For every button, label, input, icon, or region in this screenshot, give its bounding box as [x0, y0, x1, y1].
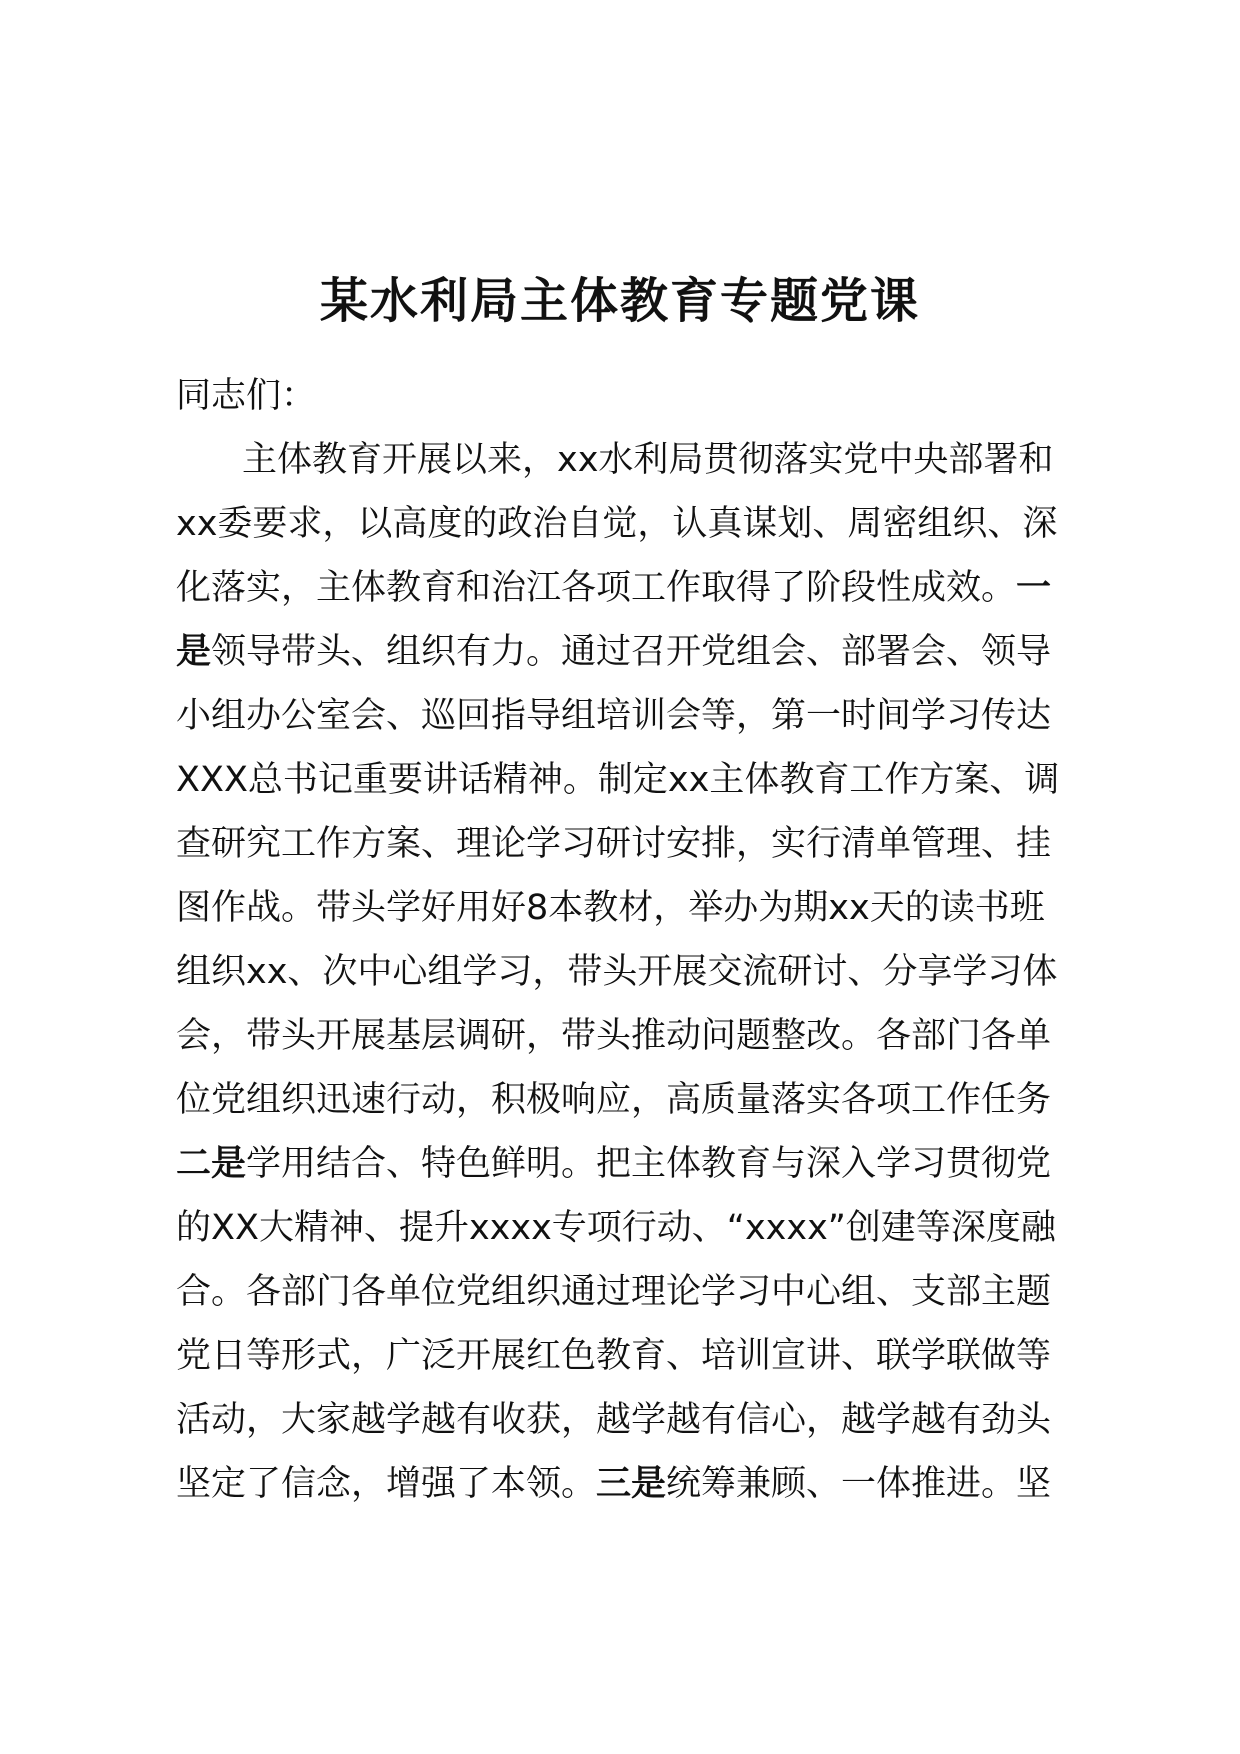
- bold-text-segment: 一: [1016, 568, 1052, 608]
- paragraph-line: [176, 1260, 1106, 1324]
- text-segment: xx委要求，以高度的政治自觉，认真谋划、周密组织、深: [176, 504, 1058, 544]
- paragraph-line: [176, 1388, 1106, 1452]
- text-segment: 领导带头、组织有力。通过召开党组会、部署会、领导: [211, 632, 1052, 672]
- paragraph-line: [176, 748, 1106, 812]
- text-segment: 合。各部门各单位党组织通过理论学习中心组、支部主题: [176, 1272, 1052, 1312]
- paragraph-line: [176, 620, 1106, 684]
- text-segment: 查研究工作方案、理论学习研讨安排，实行清单管理、挂: [176, 824, 1052, 864]
- text-segment: 活动，大家越学越有收获，越学越有信心，越学越有劲头: [176, 1400, 1052, 1440]
- paragraph-line: [176, 428, 1106, 492]
- paragraph-line: [176, 1068, 1106, 1132]
- text-segment: 学用结合、特色鲜明。把主体教育与深入学习贯彻党: [246, 1144, 1052, 1184]
- paragraph-line: [176, 684, 1106, 748]
- paragraph-line: [176, 1132, 1106, 1196]
- text-segment: 坚定了信念，增强了本领。: [176, 1464, 597, 1504]
- text-segment: 组织xx、次中心组学习，带头开展交流研讨、分享学习体: [176, 952, 1058, 992]
- text-segment: 化落实，主体教育和治江各项工作取得了阶段性成效。: [176, 568, 1017, 608]
- paragraph-line: [176, 492, 1106, 556]
- paragraph-line: [176, 1196, 1106, 1260]
- paragraph-line: [176, 940, 1106, 1004]
- text-segment: 图作战。带头学好用好8本教材，举办为期xx天的读书班: [176, 888, 1045, 928]
- bold-text-segment: 三是: [596, 1464, 667, 1504]
- bold-text-segment: 二是: [176, 1144, 247, 1184]
- text-segment: 的XX大精神、提升xxxx专项行动、“xxxx”创建等深度融: [176, 1208, 1056, 1248]
- bold-text-segment: 是: [176, 632, 212, 672]
- text-segment: 会，带头开展基层调研，带头推动问题整改。各部门各单: [176, 1016, 1052, 1056]
- paragraph-line: [176, 556, 1106, 620]
- text-segment: 党日等形式，广泛开展红色教育、培训宣讲、联学联做等: [176, 1336, 1052, 1376]
- text-segment: 位党组织迅速行动，积极响应，高质量落实各项工作任务: [176, 1080, 1052, 1120]
- document-title: 某水利局主体教育专题党课: [319, 273, 920, 329]
- paragraph-line: [176, 876, 1106, 940]
- paragraph-line: [176, 1004, 1106, 1068]
- text-segment: 主体教育开展以来，xx水利局贯彻落实党中央部署和: [242, 440, 1054, 480]
- paragraph-line: [176, 1324, 1106, 1388]
- paragraph-line: [176, 812, 1106, 876]
- body-paragraph: [176, 428, 1106, 1516]
- text-segment: 统筹兼顾、一体推进。坚: [666, 1464, 1052, 1504]
- text-segment: XXX总书记重要讲话精神。制定xx主体教育工作方案、调: [176, 760, 1060, 800]
- paragraph-line: [176, 1452, 1106, 1516]
- salutation: 同志们：: [176, 376, 317, 416]
- text-segment: 小组办公室会、巡回指导组培训会等，第一时间学习传达: [176, 696, 1052, 736]
